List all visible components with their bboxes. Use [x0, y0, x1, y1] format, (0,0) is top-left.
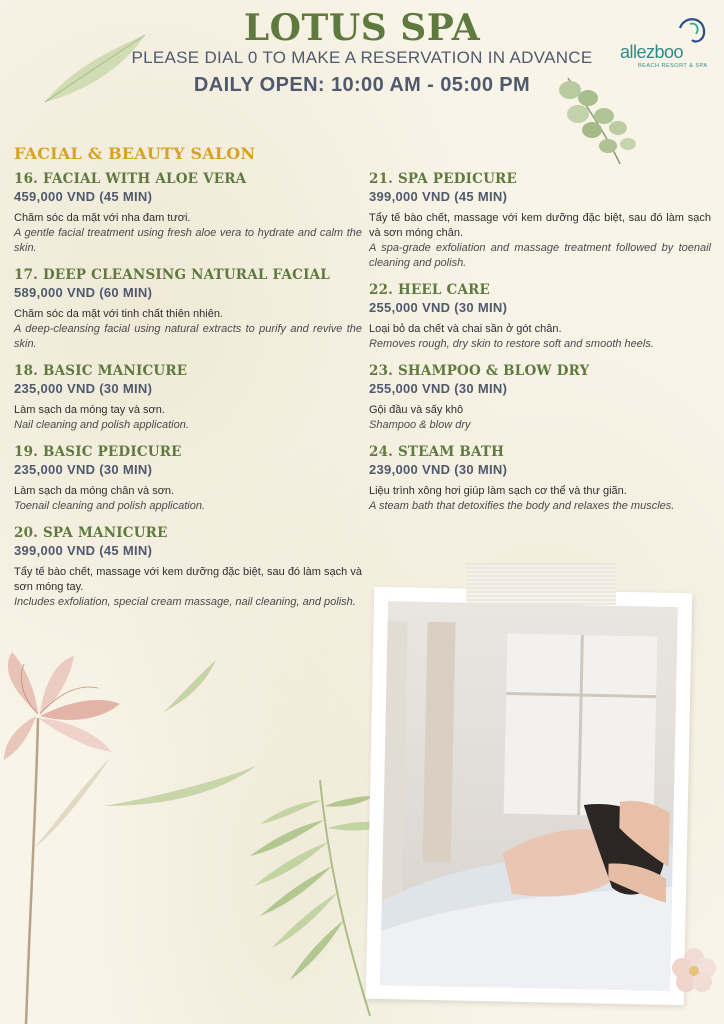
pink-flower-decoration — [0, 648, 150, 1024]
menu-column-left — [14, 170, 362, 620]
item-description-vi: Tẩy tế bào chết, massage với kem dưỡng đặc biệt, sau đó làm sạch và sơn móng chân. — [369, 212, 711, 239]
item-description-en: A deep-cleansing facial using natural extracts to purify and revive the skin. — [14, 323, 362, 350]
item-name: 17. DEEP CLEANSING NATURAL FACIAL — [14, 267, 330, 283]
item-description-en: Toenail cleaning and polish application. — [14, 500, 206, 512]
menu-item — [14, 443, 362, 514]
reservation-note: PLEASE DIAL 0 TO MAKE A RESERVATION IN ADVANCE — [131, 48, 593, 67]
item-description-en: Shampoo & blow dry — [369, 419, 471, 431]
menu-item — [14, 524, 362, 610]
leaf-stroke-decoration — [160, 656, 220, 716]
menu-item — [369, 170, 711, 271]
item-price: 459,000 VND (45 MIN) — [14, 189, 153, 204]
item-description-vi: Liệu trình xông hơi giúp làm sạch cơ thể và thư giãn. — [369, 485, 627, 497]
spa-head-massage-photo — [380, 601, 678, 991]
menu-item — [369, 281, 711, 352]
item-description-vi: Chăm sóc da mặt với tinh chất thiên nhiên. — [14, 308, 223, 320]
opening-hours: DAILY OPEN: 10:00 AM - 05:00 PM — [193, 74, 531, 96]
menu-item — [14, 362, 362, 433]
washi-tape — [466, 563, 616, 605]
page-title: LOTUS SPA — [243, 7, 481, 49]
item-description-vi: Làm sạch da móng chân và sơn. — [14, 485, 175, 497]
leaf-stroke-decoration — [100, 762, 260, 812]
item-description-vi: Loại bỏ da chết và chai sần ở gót chân. — [369, 323, 562, 335]
menu-item — [369, 362, 711, 433]
small-flower-decoration — [664, 936, 724, 1006]
menu-item — [14, 170, 362, 256]
item-name: 20. SPA MANICURE — [14, 525, 168, 541]
item-price: 255,000 VND (30 MIN) — [369, 381, 508, 396]
item-description-en: Includes exfoliation, special cream massage, nail cleaning, and polish. — [14, 596, 356, 608]
photo-frame — [366, 587, 693, 1006]
item-description-vi: Làm sạch da móng tay và sơn. — [14, 404, 165, 416]
item-description-en: A gentle facial treatment using fresh aloe vera to hydrate and calm the skin. — [14, 227, 362, 254]
item-price: 399,000 VND (45 MIN) — [369, 189, 508, 204]
item-price: 255,000 VND (30 MIN) — [369, 300, 508, 315]
item-name: 19. BASIC PEDICURE — [14, 444, 182, 460]
item-description-en: Nail cleaning and polish application. — [14, 419, 189, 431]
logo-tagline: BEACH RESORT & SPA — [638, 63, 708, 69]
item-name: 18. BASIC MANICURE — [14, 363, 188, 379]
item-description-en: A steam bath that detoxifies the body and relaxes the muscles. — [369, 500, 675, 512]
item-description-vi: Tẩy tế bào chết, massage với kem dưỡng đặc biệt, sau đó làm sạch và sơn móng tay. — [14, 566, 362, 593]
item-price: 239,000 VND (30 MIN) — [369, 462, 508, 477]
menu-column-right — [369, 170, 711, 524]
item-price: 399,000 VND (45 MIN) — [14, 543, 153, 558]
logo-wordmark: allezboo — [620, 42, 684, 62]
item-name: 23. SHAMPOO & BLOW DRY — [369, 363, 590, 379]
item-name: 24. STEAM BATH — [369, 444, 505, 460]
item-description-en: A spa-grade exfoliation and massage treatment followed by toenail cleaning and polish. — [369, 242, 711, 269]
section-title: FACIAL & BEAUTY SALON — [14, 144, 256, 163]
item-description-vi: Gội đầu và sấy khô — [369, 404, 464, 416]
item-description-en: Removes rough, dry skin to restore soft and smooth heels. — [369, 338, 654, 350]
item-name: 16. FACIAL WITH ALOE VERA — [14, 171, 247, 187]
item-name: 21. SPA PEDICURE — [369, 171, 517, 187]
item-price: 589,000 VND (60 MIN) — [14, 285, 153, 300]
item-price: 235,000 VND (30 MIN) — [14, 462, 153, 477]
item-price: 235,000 VND (30 MIN) — [14, 381, 153, 396]
menu-item — [14, 266, 362, 352]
menu-item — [369, 443, 711, 514]
resort-logo — [616, 14, 716, 74]
item-description-vi: Chăm sóc da mặt với nha đam tươi. — [14, 212, 191, 224]
item-name: 22. HEEL CARE — [369, 282, 491, 298]
